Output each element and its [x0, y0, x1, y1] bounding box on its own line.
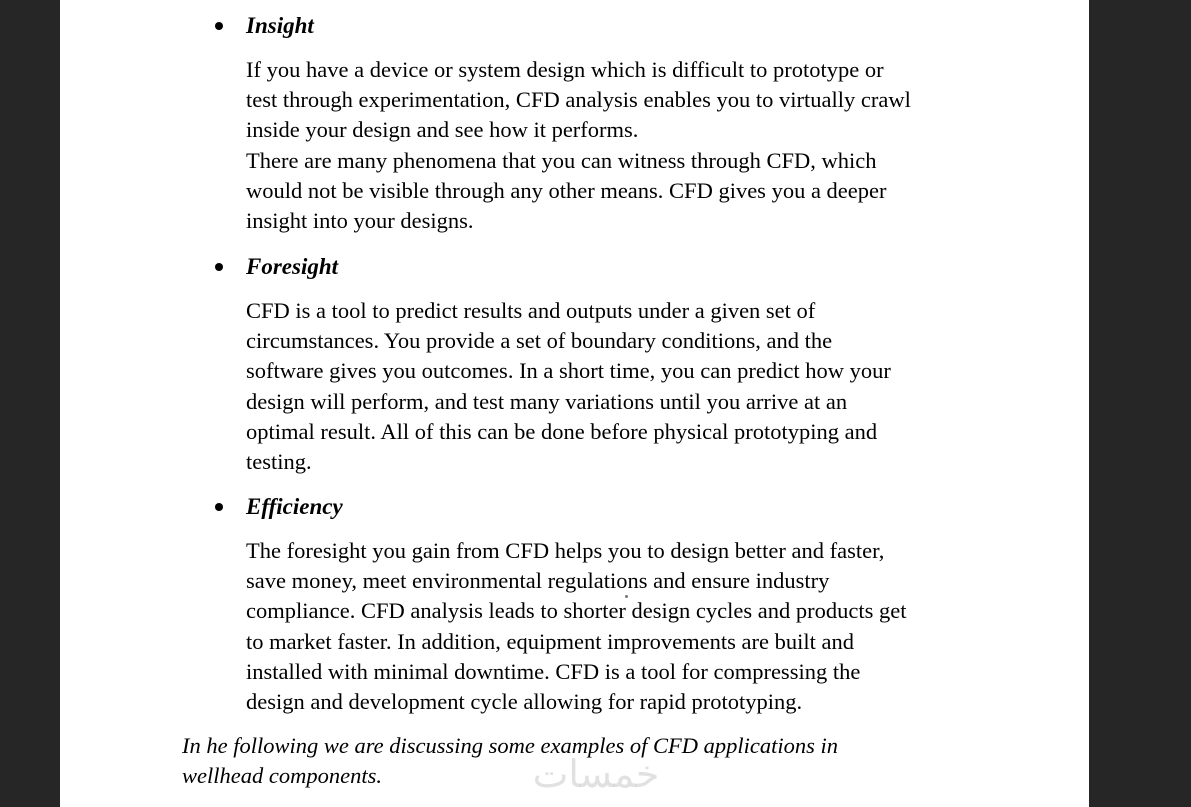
document-page: [60, 0, 1089, 807]
text-line: optimal result. All of this can be done before physical prototyping and: [246, 418, 878, 444]
stray-dot-mark: [625, 595, 628, 598]
text-line: software gives you outcomes. In a short time, you can predict how your: [246, 358, 891, 384]
bullet-dot-icon: [215, 503, 223, 511]
bullet-dot-icon: [215, 263, 223, 271]
text-line: inside your design and see how it performs.: [246, 117, 639, 143]
text-line: save money, meet environmental regulations and ensure industry: [246, 568, 830, 594]
bullet-dot-icon: [215, 22, 223, 30]
text-line: The foresight you gain from CFD helps you to design better and faster,: [246, 538, 885, 563]
paragraph-foresight: [246, 296, 986, 477]
text-line: If you have a device or system design which is difficult to prototype or: [246, 57, 884, 82]
text-line: test through experimentation, CFD analysis enables you to virtually crawl: [246, 87, 911, 113]
text-line: would not be visible through any other means. CFD gives you a deeper: [246, 177, 887, 203]
text-line: insight into your designs.: [246, 208, 474, 234]
bullet-heading: Insight: [246, 13, 314, 38]
text-line: installed with minimal downtime. CFD is a tool for compressing the: [246, 658, 861, 684]
text-line: design will perform, and test many variations until you arrive at an: [246, 388, 848, 414]
text-line: In he following we are discussing some examples of CFD applications in: [182, 733, 838, 758]
bullet-item-efficiency: [60, 492, 1089, 522]
text-line: compliance. CFD analysis leads to shorter design cycles and products get: [246, 598, 907, 624]
text-line: testing.: [246, 449, 312, 475]
bullet-heading: Foresight: [246, 254, 339, 279]
text-line: CFD is a tool to predict results and outputs under a given set of: [246, 298, 816, 323]
bullet-item-insight: [60, 11, 1089, 41]
bullet-item-foresight: [60, 252, 1089, 282]
text-line: design and development cycle allowing for rapid prototyping.: [246, 689, 803, 715]
paragraph-insight: [246, 55, 986, 236]
text-line: There are many phenomena that you can witness through CFD, which: [246, 147, 877, 173]
watermark-logo: خمسات: [532, 752, 660, 796]
text-line: wellhead components.: [182, 763, 382, 789]
text-line: to market faster. In addition, equipment improvements are built and: [246, 628, 854, 654]
paragraph-efficiency: [246, 536, 986, 717]
bullet-heading: Efficiency: [246, 494, 343, 519]
text-line: circumstances. You provide a set of boundary conditions, and the: [246, 328, 833, 354]
